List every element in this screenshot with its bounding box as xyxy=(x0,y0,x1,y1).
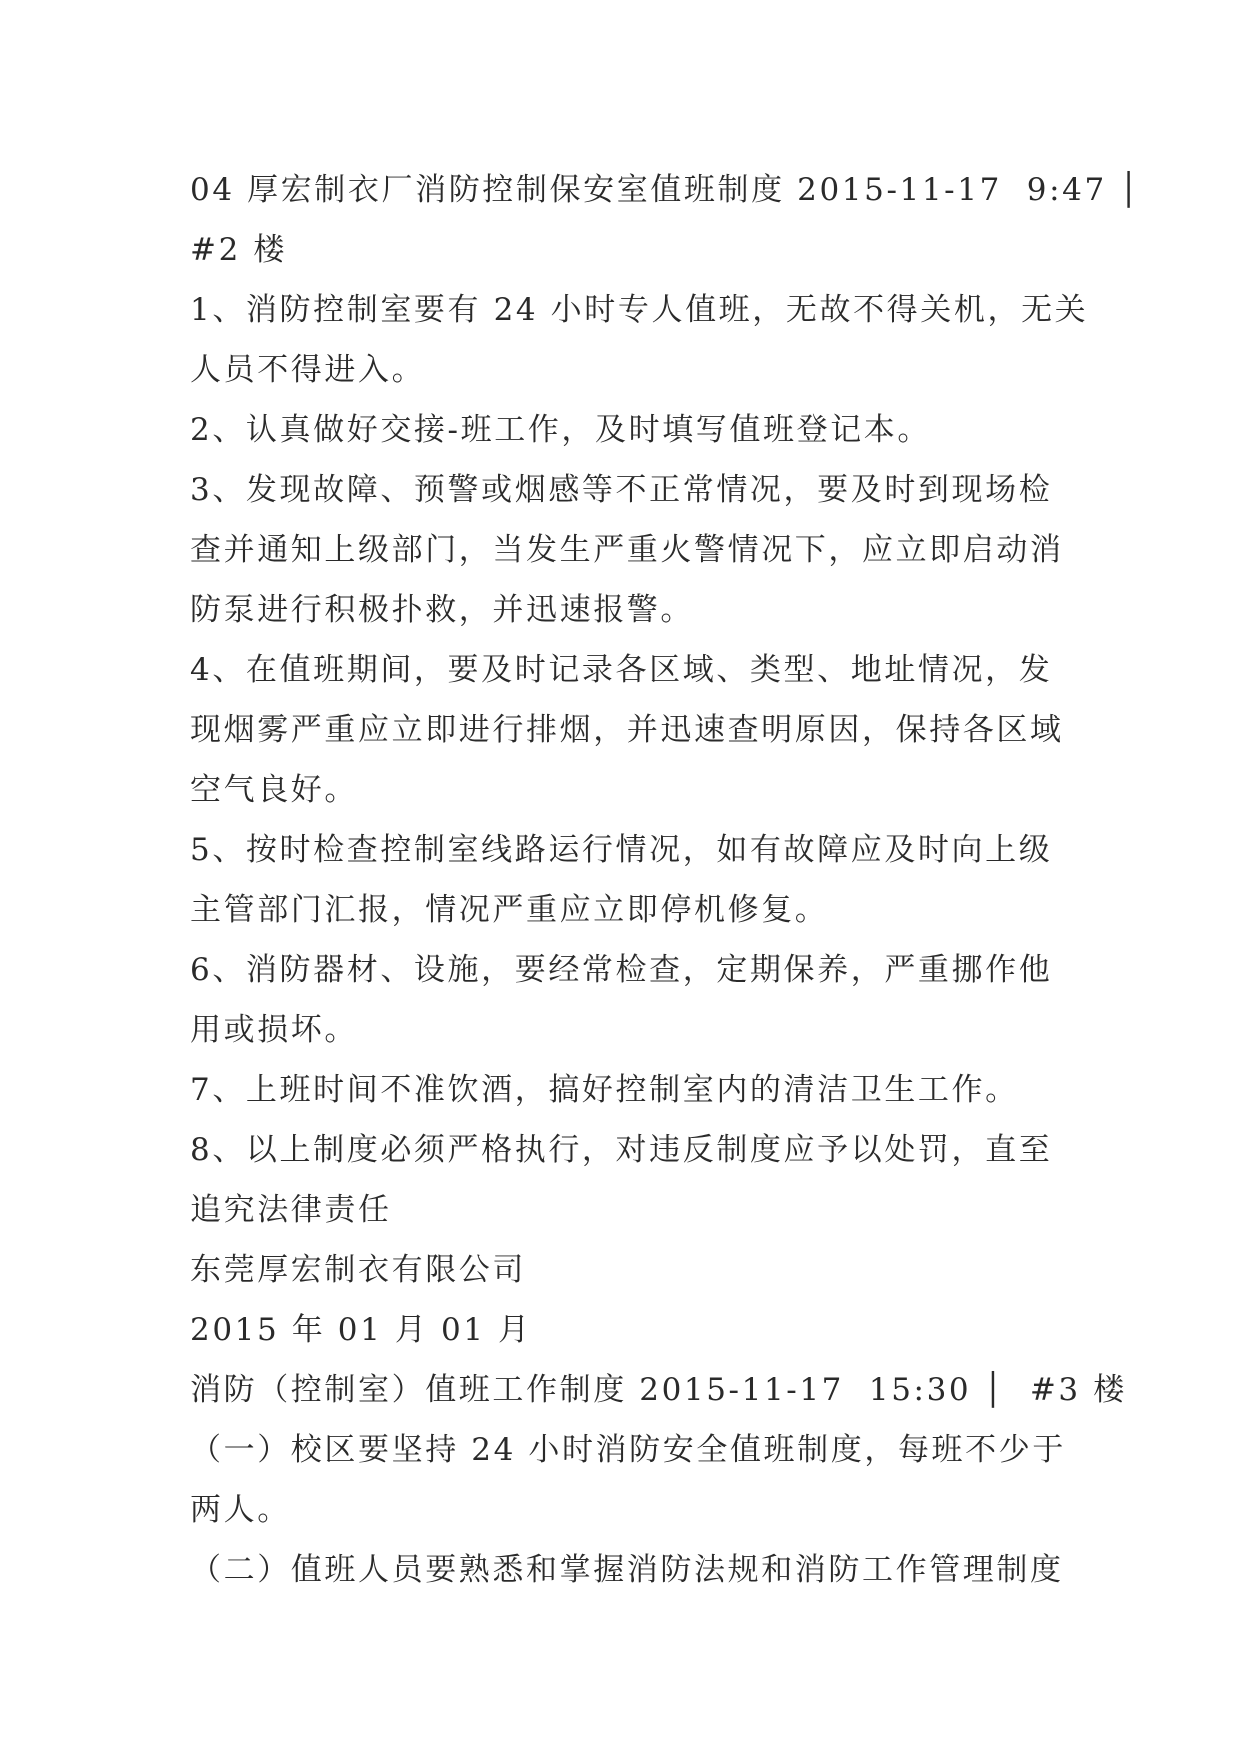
item-1-line-1: （一）校区要坚持 24 小时消防安全值班制度，每班不少于 xyxy=(190,1432,1066,1468)
company-name: 东莞厚宏制衣有限公司 xyxy=(190,1252,526,1288)
rule-1-line-1: 1、消防控制室要有 24 小时专人值班，无故不得关机，无关 xyxy=(190,292,1089,328)
rule-3-line-1: 3、发现故障、预警或烟感等不正常情况，要及时到现场检 xyxy=(190,472,1053,508)
rule-4-line-1: 4、在值班期间，要及时记录各区域、类型、地址情况，发 xyxy=(190,652,1053,688)
rule-5-line-2: 主管部门汇报，情况严重应立即停机修复。 xyxy=(190,892,829,928)
post-floor-1: #2 楼 xyxy=(190,232,287,268)
rule-1-line-2: 人员不得进入。 xyxy=(190,352,426,388)
rule-3-line-2: 查并通知上级部门，当发生严重火警情况下，应立即启动消 xyxy=(190,532,1064,568)
rule-6-line-1: 6、消防器材、设施，要经常检查，定期保养，严重挪作他 xyxy=(190,952,1053,988)
rule-4-line-2: 现烟雾严重应立即进行排烟，并迅速查明原因，保持各区域 xyxy=(190,712,1064,748)
rule-6-line-2: 用或损坏。 xyxy=(190,1012,358,1048)
rule-2-line-1: 2、认真做好交接-班工作，及时填写值班登记本。 xyxy=(190,412,931,448)
rule-3-line-3: 防泵进行积极扑救，并迅速报警。 xyxy=(190,592,694,628)
rule-5-line-1: 5、按时检查控制室线路运行情况，如有故障应及时向上级 xyxy=(190,832,1053,868)
document-page xyxy=(190,160,1141,1600)
rule-4-line-3: 空气良好。 xyxy=(190,772,358,808)
post-header-1: 04 厚宏制衣厂消防控制保安室值班制度 2015-11-17 9:47 │ xyxy=(190,172,1141,208)
item-2-line-1: （二）值班人员要熟悉和掌握消防法规和消防工作管理制度 xyxy=(190,1552,1064,1588)
post-header-2: 消防（控制室）值班工作制度 2015-11-17 15:30 │ #3 楼 xyxy=(190,1372,1127,1408)
rule-8-line-2: 追究法律责任 xyxy=(190,1192,392,1228)
item-1-line-2: 两人。 xyxy=(190,1492,291,1528)
rule-7-line-1: 7、上班时间不准饮酒，搞好控制室内的清洁卫生工作。 xyxy=(190,1072,1019,1108)
issue-date: 2015 年 01 月 01 月 xyxy=(190,1312,532,1348)
rule-8-line-1: 8、以上制度必须严格执行，对违反制度应予以处罚，直至 xyxy=(190,1132,1053,1168)
